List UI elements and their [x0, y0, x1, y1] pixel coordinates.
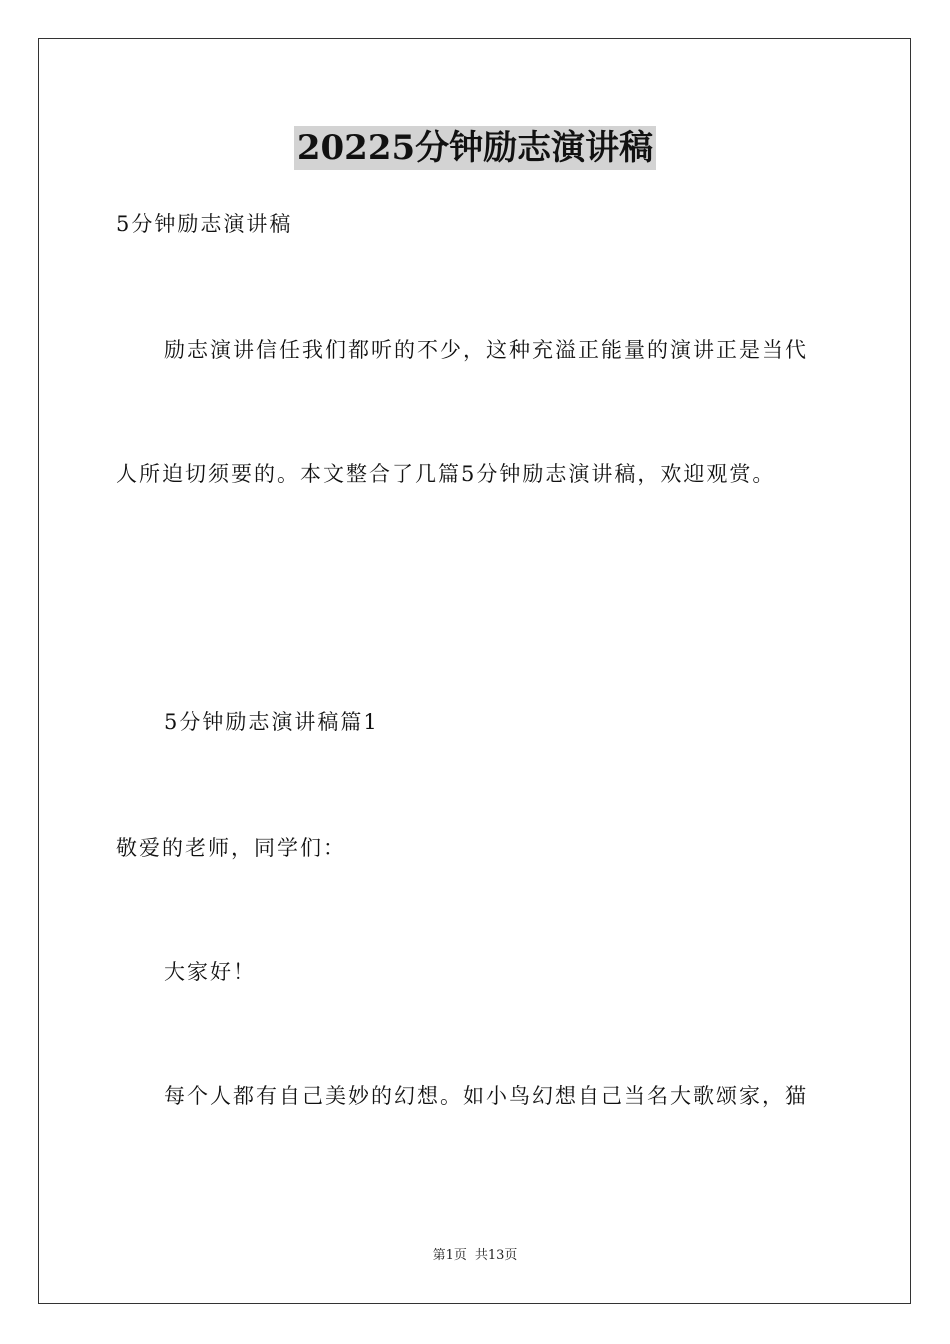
intro-paragraph-line-2: 人所迫切须要的。本文整合了几篇5分钟励志演讲稿，欢迎观赏。	[116, 462, 776, 486]
document-title-wrapper	[0, 126, 950, 170]
page-number: 第1页	[432, 1248, 467, 1263]
intro-paragraph-line-1: 励志演讲信任我们都听的不少，这种充溢正能量的演讲正是当代	[164, 338, 808, 362]
document-subtitle: 5分钟励志演讲稿	[116, 212, 293, 236]
page-footer	[0, 1247, 950, 1265]
section-heading: 5分钟励志演讲稿篇1	[164, 710, 379, 734]
salutation: 敬爱的老师，同学们：	[116, 836, 346, 860]
page-total: 共13页	[474, 1248, 518, 1263]
greeting: 大家好！	[164, 960, 256, 984]
body-paragraph-line-1: 每个人都有自己美妙的幻想。如小鸟幻想自己当名大歌颂家，猫	[164, 1084, 808, 1108]
document-title: 20225分钟励志演讲稿	[294, 126, 656, 170]
